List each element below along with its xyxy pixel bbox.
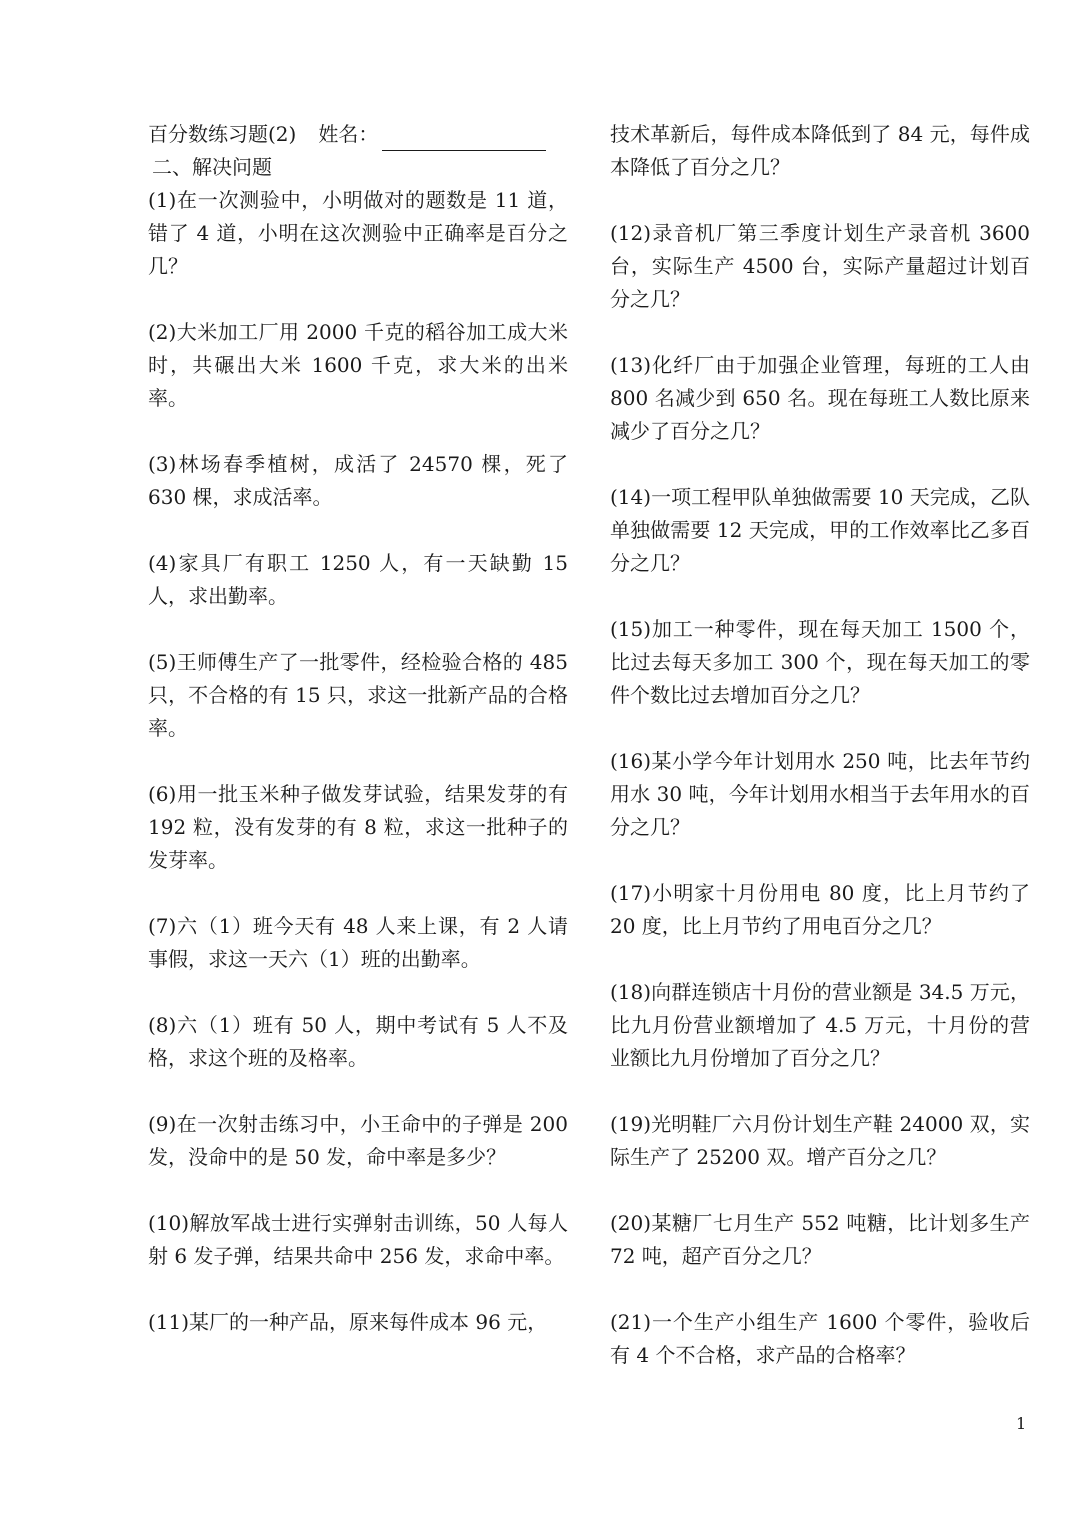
section-title: 二、解决问题	[152, 155, 272, 179]
question-16: (16)某小学今年计划用水 250 吨，比去年节约用水 30 吨，今年计划用水相当于去年用水的百分之几？	[610, 749, 1030, 839]
question-4: (4)家具厂有职工 1250 人，有一天缺勤 15 人，求出勤率。	[148, 551, 568, 608]
question-11-start: (11)某厂的一种产品，原来每件成本 96 元，	[148, 1310, 548, 1334]
name-label: 姓名：	[318, 122, 379, 146]
question-21: (21)一个生产小组生产 1600 个零件，验收后有 4 个不合格，求产品的合格率？	[610, 1310, 1030, 1367]
name-blank-line	[382, 124, 546, 151]
question-7: (7)六（1）班今天有 48 人来上课，有 2 人请事假，求这一天六（1）班的出勤率。	[148, 914, 568, 971]
left-column	[148, 118, 568, 1339]
question-8: (8)六（1）班有 50 人，期中考试有 5 人不及格，求这个班的及格率。	[148, 1013, 568, 1070]
question-10: (10)解放军战士进行实弹射击训练，50 人每人射 6 发子弹，结果共命中 256 发，求命中率。	[148, 1211, 568, 1268]
question-15: (15)加工一种零件，现在每天加工 1500 个，比过去每天多加工 300 个，现在每天加工的零件个数比过去增加百分之几？	[610, 617, 1030, 707]
question-5: (5)王师傅生产了一批零件，经检验合格的 485 只，不合格的有 15 只，求这一批新产品的合格率。	[148, 650, 568, 740]
question-2: (2)大米加工厂用 2000 千克的稻谷加工成大米时，共碾出大米 1600 千克，求大米的出米率。	[148, 320, 568, 410]
question-6: (6)用一批玉米种子做发芽试验，结果发芽的有 192 粒，没有发芽的有 8 粒，求这一批种子的发芽率。	[148, 782, 568, 872]
question-13: (13)化纤厂由于加强企业管理，每班的工人由 800 名减少到 650 名。现在每班工人数比原来减少了百分之几？	[610, 353, 1030, 443]
question-18: (18)向群连锁店十月份的营业额是 34.5 万元，比九月份营业额增加了 4.5 万元，十月份的营业额比九月份增加了百分之几？	[610, 980, 1030, 1070]
question-11-continued: 技术革新后，每件成本降低到了 84 元，每件成本降低了百分之几？	[610, 122, 1030, 179]
question-19: (19)光明鞋厂六月份计划生产鞋 24000 双，实际生产了 25200 双。增产百分之几？	[610, 1112, 1030, 1169]
worksheet-header	[148, 118, 568, 151]
question-3: (3)林场春季植树，成活了 24570 棵，死了 630 棵，求成活率。	[148, 452, 568, 509]
question-1: (1)在一次测验中，小明做对的题数是 11 道，错了 4 道，小明在这次测验中正确率是百分之几？	[148, 188, 568, 278]
page-number: 1	[1016, 1414, 1027, 1433]
question-20: (20)某糖厂七月生产 552 吨糖，比计划多生产 72 吨，超产百分之几？	[610, 1211, 1030, 1268]
worksheet-title: 百分数练习题(2)	[148, 122, 297, 146]
question-17: (17)小明家十月份用电 80 度，比上月节约了 20 度，比上月节约了用电百分之几？	[610, 881, 1030, 938]
question-9: (9)在一次射击练习中，小王命中的子弹是 200 发，没命中的是 50 发，命中率是多少？	[148, 1112, 568, 1169]
right-column	[610, 118, 1030, 1372]
question-14: (14)一项工程甲队单独做需要 10 天完成，乙队单独做需要 12 天完成，甲的工作效率比乙多百分之几？	[610, 485, 1030, 575]
question-12: (12)录音机厂第三季度计划生产录音机 3600 台，实际生产 4500 台，实际产量超过计划百分之几？	[610, 221, 1030, 311]
